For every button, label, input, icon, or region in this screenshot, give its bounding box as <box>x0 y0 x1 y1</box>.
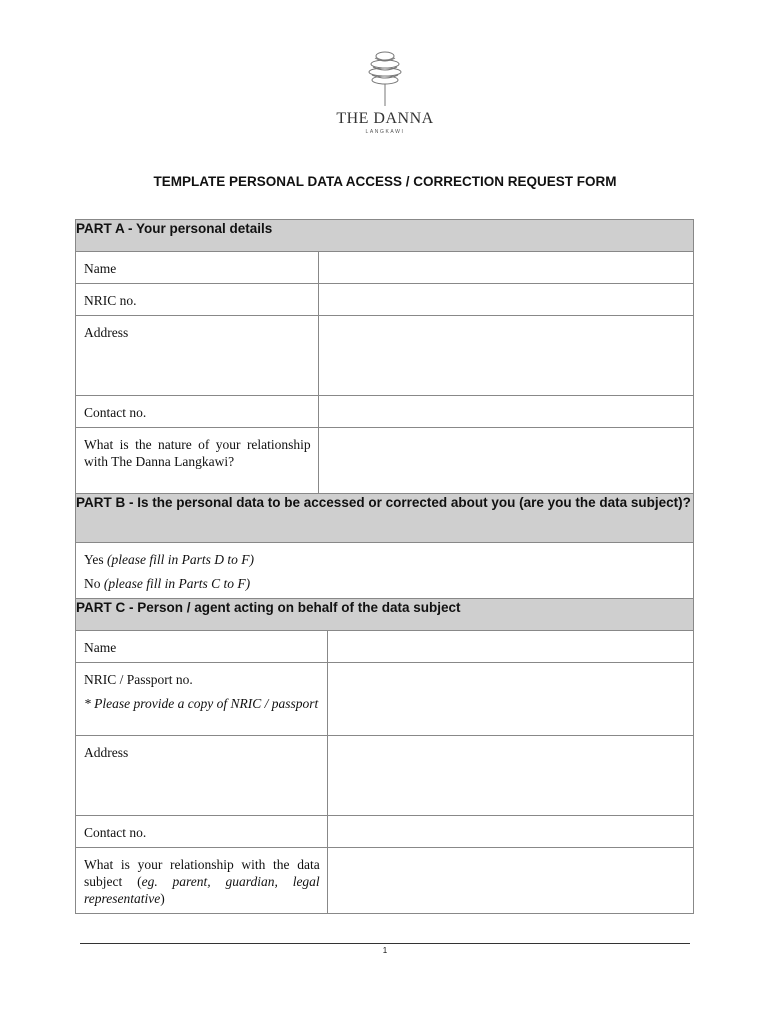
part-a-name-row <box>76 252 694 284</box>
part-c-nric-label: NRIC / Passport no. <box>84 672 193 687</box>
part-b-no-option[interactable] <box>84 575 685 592</box>
part-c-relationship-suffix: ) <box>160 891 165 906</box>
form-table-part-c <box>75 598 694 914</box>
part-c-nric-row <box>76 663 694 736</box>
part-b-options-row <box>76 543 694 600</box>
part-c-address-field[interactable] <box>327 736 693 816</box>
part-a-name-field[interactable] <box>318 252 693 284</box>
brand-name: THE DANNA <box>336 110 434 127</box>
form-table-parts-a-b <box>75 219 694 600</box>
part-b-options <box>76 543 694 600</box>
tree-emblem-icon <box>365 48 405 108</box>
part-a-relationship-label: What is the nature of your relationship with The Danna Langkawi? <box>76 428 319 494</box>
part-b-no-note: (please fill in Parts C to F) <box>103 576 251 591</box>
company-logo <box>330 48 440 138</box>
part-c-contact-label: Contact no. <box>76 816 328 848</box>
part-c-relationship-row <box>76 848 694 914</box>
part-a-contact-field[interactable] <box>318 396 693 428</box>
part-c-contact-field[interactable] <box>327 816 693 848</box>
part-c-relationship-label <box>76 848 328 914</box>
part-a-relationship-field[interactable] <box>318 428 693 494</box>
part-c-header: PART C - Person / agent acting on behalf of the data subject <box>76 599 694 631</box>
page-number: 1 <box>382 946 388 955</box>
part-a-header-row <box>76 220 694 252</box>
part-a-name-label: Name <box>76 252 319 284</box>
part-c-name-row <box>76 631 694 663</box>
part-a-nric-field[interactable] <box>318 284 693 316</box>
part-a-relationship-row <box>76 428 694 494</box>
part-c-address-label: Address <box>76 736 328 816</box>
part-c-relationship-note: eg. parent, guardian, legal representative <box>84 874 320 906</box>
part-b-header-row <box>76 494 694 543</box>
part-c-relationship-field[interactable] <box>327 848 693 914</box>
part-b-yes-note: (please fill in Parts D to F) <box>107 552 255 567</box>
part-a-address-label: Address <box>76 316 319 396</box>
part-a-address-row <box>76 316 694 396</box>
part-c-relationship-prefix: What is your relationship with the data subject ( <box>84 857 320 889</box>
part-c-address-row <box>76 736 694 816</box>
part-a-address-field[interactable] <box>318 316 693 396</box>
part-c-contact-row <box>76 816 694 848</box>
brand-location: LANGKAWI <box>365 129 405 135</box>
part-a-contact-row <box>76 396 694 428</box>
footer-divider <box>80 943 690 944</box>
part-c-nric-field[interactable] <box>327 663 693 736</box>
part-b-header: PART B - Is the personal data to be accessed or corrected about you (are you the data subject)? <box>76 494 694 543</box>
part-b-no-label: No <box>84 576 101 591</box>
form-title: TEMPLATE PERSONAL DATA ACCESS / CORRECTION REQUEST FORM <box>153 174 617 189</box>
part-a-header: PART A - Your personal details <box>76 220 694 252</box>
part-a-nric-label: NRIC no. <box>76 284 319 316</box>
part-c-header-row <box>76 599 694 631</box>
part-c-nric-note <box>84 695 320 712</box>
part-b-yes-option[interactable] <box>84 551 685 568</box>
part-c-nric-note-text: * Please provide a copy of NRIC / passport <box>84 696 319 711</box>
part-c-name-label: Name <box>76 631 328 663</box>
part-b-yes-label: Yes <box>84 552 104 567</box>
part-c-name-field[interactable] <box>327 631 693 663</box>
part-a-contact-label: Contact no. <box>76 396 319 428</box>
part-a-nric-row <box>76 284 694 316</box>
part-c-nric-cell <box>76 663 328 736</box>
